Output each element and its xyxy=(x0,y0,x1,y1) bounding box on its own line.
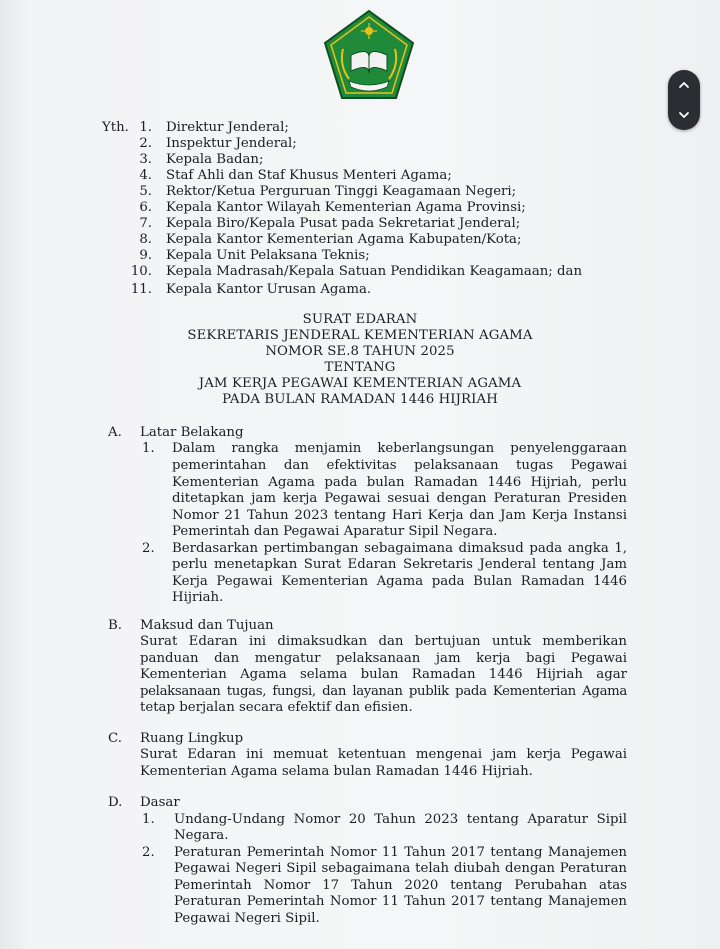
recipient-item: Staf Ahli dan Staf Khusus Menteri Agama; xyxy=(166,168,452,183)
paragraph-number: 1. xyxy=(142,812,155,827)
title-line: SURAT EDARAN xyxy=(302,312,418,327)
recipient-number: 1. xyxy=(139,120,152,135)
section-heading: Maksud dan Tujuan xyxy=(140,618,274,633)
recipient-item: Kepala Biro/Kepala Pusat pada Sekretariat Jenderal; xyxy=(166,216,521,231)
recipient-number: 9. xyxy=(139,248,152,263)
paragraph-line: Pemerintah dan Pegawai Aparatur Sipil Negara. xyxy=(172,524,498,539)
recipient-item: Rektor/Ketua Perguruan Tinggi Keagamaan Negeri; xyxy=(166,184,517,199)
recipient-number: 8. xyxy=(139,232,152,247)
ministry-emblem-icon xyxy=(323,9,415,101)
paragraph-line: Pegawai Negeri Sipil. xyxy=(174,911,320,926)
paragraph-line: Surat Edaran ini memuat ketentuan mengenai jam kerja Pegawai xyxy=(140,747,627,762)
paragraph-number: 2. xyxy=(142,845,155,860)
paragraph-line: Kementerian Agama pada bulan Ramadan 1446 Hijriah, perlu xyxy=(172,475,627,490)
recipient-number: 11. xyxy=(130,282,152,297)
recipient-item: Kepala Unit Pelaksana Teknis; xyxy=(166,248,370,263)
paragraph-line: Pegawai Negeri Sipil sebagaimana telah diubah dengan Peraturan xyxy=(174,861,627,876)
section-heading: Latar Belakang xyxy=(140,425,244,440)
paragraph-line: Pemerintah Nomor 17 Tahun 2020 tentang Perubahan atas xyxy=(174,878,627,893)
paragraph-line: Peraturan Pemerintah Nomor 11 Tahun 2017 tentang Manajemen xyxy=(174,894,627,909)
section-heading: Dasar xyxy=(140,795,180,810)
paragraph-line: panduan dan mengatur pelaksanaan jam kerja bagi Pegawai xyxy=(140,651,627,666)
recipient-number: 5. xyxy=(139,184,152,199)
paragraph-line: Kerja Pegawai Kementerian Agama pada Bulan Ramadan 1446 xyxy=(172,574,627,589)
paragraph-line: pemerintahan dan efektivitas pelaksanaan tugas Pegawai xyxy=(172,458,627,473)
paragraph-line: perlu menetapkan Surat Edaran Sekretaris Jenderal tentang Jam xyxy=(172,557,627,572)
title-line: NOMOR SE.8 TAHUN 2025 xyxy=(265,344,455,359)
chevron-down-icon xyxy=(678,109,690,121)
title-line: JAM KERJA PEGAWAI KEMENTERIAN AGAMA xyxy=(198,376,522,391)
paragraph-line: Kementerian Agama selama bulan Ramadan 1446 Hijriah agar xyxy=(140,667,627,682)
recipient-number: 2. xyxy=(139,136,152,151)
page-scroll-control xyxy=(668,70,700,130)
recipient-label: Yth. xyxy=(102,120,129,135)
paragraph-number: 2. xyxy=(142,541,155,556)
scroll-up-button[interactable] xyxy=(668,70,700,100)
recipient-item: Kepala Madrasah/Kepala Satuan Pendidikan Keagamaan; dan xyxy=(166,264,583,279)
recipient-number: 3. xyxy=(139,152,152,167)
recipient-number: 7. xyxy=(139,216,152,231)
paragraph-line: Negara. xyxy=(174,828,229,843)
recipient-item: Kepala Kantor Urusan Agama. xyxy=(166,282,372,297)
title-line: TENTANG xyxy=(324,360,396,375)
recipient-number: 4. xyxy=(139,168,152,183)
paragraph-line: tetap berjalan secara efektif dan efisien. xyxy=(140,700,413,715)
paragraph-line: Surat Edaran ini dimaksudkan dan bertujuan untuk memberikan xyxy=(140,634,627,649)
title-line: PADA BULAN RAMADAN 1446 HIJRIAH xyxy=(222,392,498,407)
paragraph-number: 1. xyxy=(142,441,155,456)
paragraph-line: Undang-Undang Nomor 20 Tahun 2023 tentang Aparatur Sipil xyxy=(174,812,627,827)
scroll-down-button[interactable] xyxy=(668,100,700,130)
section-letter: A. xyxy=(108,425,122,440)
paragraph-line: Berdasarkan pertimbangan sebagaimana dimaksud pada angka 1, xyxy=(172,541,627,556)
recipient-item: Inspektur Jenderal; xyxy=(166,136,297,151)
paragraph-line: Nomor 21 Tahun 2023 tentang Hari Kerja dan Jam Kerja Instansi xyxy=(172,508,627,523)
chevron-up-icon xyxy=(678,79,690,91)
title-line: SEKRETARIS JENDERAL KEMENTERIAN AGAMA xyxy=(187,328,533,343)
section-heading: Ruang Lingkup xyxy=(140,731,244,746)
recipient-item: Kepala Kantor Kementerian Agama Kabupaten/Kota; xyxy=(166,232,522,247)
paragraph-line: Dalam rangka menjamin keberlangsungan penyelenggaraan xyxy=(172,441,627,456)
recipient-item: Kepala Kantor Wilayah Kementerian Agama Provinsi; xyxy=(166,200,526,215)
recipient-item: Direktur Jenderal; xyxy=(166,120,289,135)
section-letter: B. xyxy=(108,618,122,633)
paragraph-line: Hijriah. xyxy=(172,590,224,605)
paragraph-line: Kementerian Agama selama bulan Ramadan 1446 Hijriah. xyxy=(140,764,533,779)
paragraph-line: ditetapkan jam kerja Pegawai sesuai dengan Peraturan Presiden xyxy=(172,491,627,506)
section-letter: D. xyxy=(108,795,123,810)
section-letter: C. xyxy=(108,731,122,746)
recipient-number: 10. xyxy=(130,264,152,279)
recipient-item: Kepala Badan; xyxy=(166,152,264,167)
paragraph-line: pelaksanaan tugas, fungsi, dan layanan publik pada Kementerian Agama xyxy=(140,684,627,699)
recipient-number: 6. xyxy=(139,200,152,215)
paragraph-line: Peraturan Pemerintah Nomor 11 Tahun 2017 tentang Manajemen xyxy=(174,845,627,860)
